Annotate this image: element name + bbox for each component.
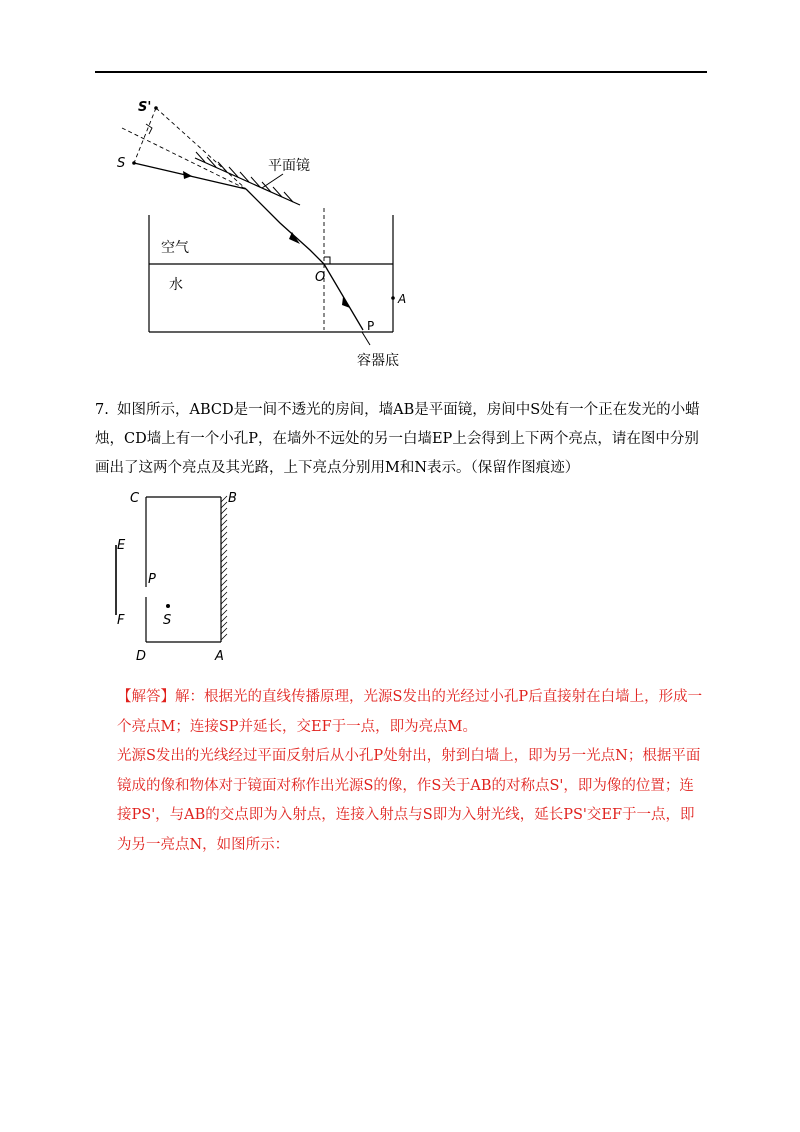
answer-line1: 解：根据光的直线传播原理，光源S发出的光经过小孔P后直接射在白墙上，形成一个亮点M；连接SP并延长，交EF于一点，即为亮点M。 (117, 689, 703, 735)
label-c: C (130, 491, 140, 506)
label-water: 水 (169, 277, 183, 293)
label-a: A (398, 292, 407, 306)
label-mirror: 平面镜 (268, 158, 310, 174)
answer-tag: 【解答】 (117, 689, 175, 705)
header-rule (95, 71, 707, 73)
label-e: E (117, 538, 126, 553)
label-f: F (117, 613, 125, 628)
label-o: O (315, 270, 326, 285)
question-number: 7. (95, 402, 109, 418)
answer-paragraph-1 (117, 683, 707, 742)
question-7 (95, 396, 707, 483)
answer-section (117, 683, 707, 860)
label-s: S (117, 156, 126, 171)
label-p: P (367, 319, 375, 333)
label-d: D (136, 649, 147, 664)
room-figure (105, 485, 245, 665)
answer-paragraph-2: 光源S发出的光线经过平面反射后从小孔P处射出，射到白墙上，即为另一光点N；根据平面镜成的像和物体对于镜面对称作出光源S的像，作S关于AB的对称点S'，即为像的位置；连接PS'，与AB的交点即为入射点，连接入射点与S即为入射光线，延长PS'交EF于一点，即为另一亮点N，如图所示： (117, 748, 701, 853)
question-text: 如图所示，ABCD是一间不透光的房间，墙AB是平面镜，房间中S处有一个正在发光的小蜡烛，CD墙上有一个小孔P，在墙外不远处的另一白墙EP上会得到上下两个亮点，请在图中分别画出了这两个亮点及其光路，上下亮点分别用M和N表示。（保留作图痕迹） (95, 402, 700, 476)
label-s-prime: S' (138, 100, 152, 115)
label-a2: A (215, 649, 224, 664)
label-b: B (228, 491, 237, 506)
label-p2: P (148, 572, 156, 587)
label-container-bottom: 容器底 (357, 353, 399, 369)
mirror-water-figure (100, 92, 420, 377)
label-s2: S (163, 613, 172, 628)
label-air: 空气 (161, 240, 189, 256)
